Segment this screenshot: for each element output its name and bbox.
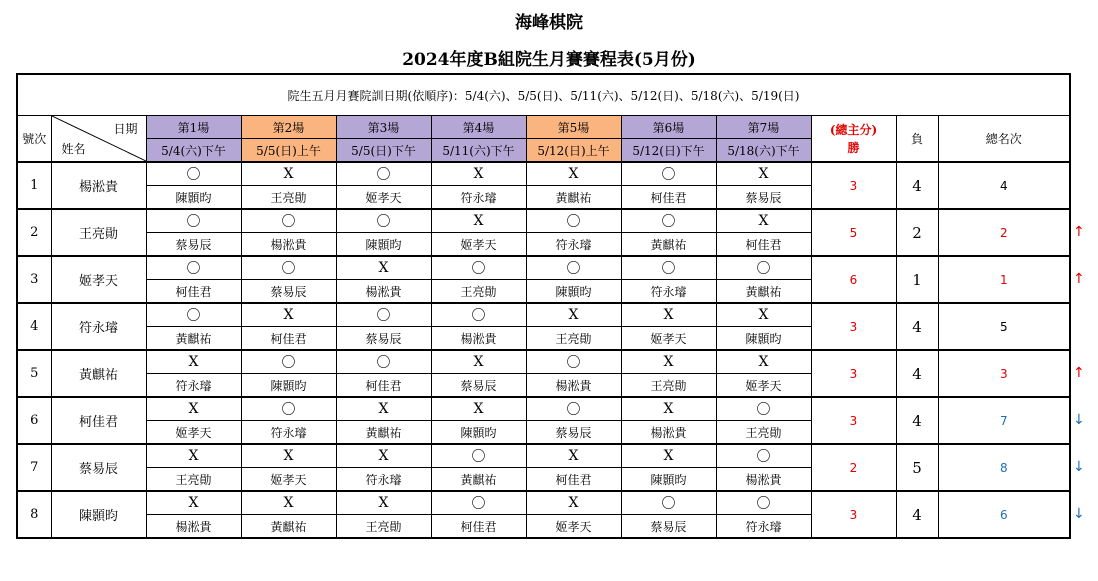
match-result: X	[716, 350, 811, 374]
match-opponent: 王亮勛	[621, 374, 716, 398]
match-opponent: 蔡易辰	[241, 280, 336, 304]
match-result: X	[146, 350, 241, 374]
player-wins: 6	[811, 256, 896, 303]
player-no: 5	[17, 350, 51, 397]
player-row	[17, 256, 1070, 280]
match-result: X	[716, 209, 811, 233]
player-rank: 4	[938, 162, 1070, 209]
match-opponent: 楊淞貴	[716, 468, 811, 492]
match-result: 〇	[621, 162, 716, 186]
player-rank: 2	[938, 209, 1070, 256]
match-opponent: 楊淞貴	[241, 233, 336, 257]
player-wins: 3	[811, 397, 896, 444]
match-result: X	[431, 162, 526, 186]
match-result: 〇	[526, 256, 621, 280]
round-date-1: 5/4(六)下午	[146, 139, 241, 163]
match-opponent: 王亮勛	[146, 468, 241, 492]
match-opponent: 王亮勛	[241, 186, 336, 210]
match-result: X	[431, 350, 526, 374]
match-opponent: 王亮勛	[526, 327, 621, 351]
match-result: X	[526, 303, 621, 327]
player-rank: 7	[938, 397, 1070, 444]
player-row	[17, 162, 1070, 186]
player-rank: 1	[938, 256, 1070, 303]
match-opponent: 王亮勛	[336, 515, 431, 539]
player-losses: 2	[896, 209, 938, 256]
match-opponent: 王亮勛	[716, 421, 811, 445]
match-result: X	[526, 444, 621, 468]
match-opponent: 黃麒祐	[146, 327, 241, 351]
match-opponent: 蔡易辰	[336, 327, 431, 351]
player-name: 陳顥昀	[51, 491, 146, 538]
match-opponent: 柯佳君	[621, 186, 716, 210]
trend-up-icon: ↑	[1073, 223, 1085, 240]
schedule-table	[16, 73, 1071, 539]
match-opponent: 符永璿	[241, 421, 336, 445]
match-result: X	[146, 491, 241, 515]
match-opponent: 黃麒祐	[716, 280, 811, 304]
match-result: 〇	[716, 397, 811, 421]
player-wins: 5	[811, 209, 896, 256]
match-opponent: 柯佳君	[241, 327, 336, 351]
player-no: 7	[17, 444, 51, 491]
match-opponent: 楊淞貴	[621, 421, 716, 445]
match-result: X	[621, 397, 716, 421]
player-losses: 4	[896, 303, 938, 350]
match-opponent: 柯佳君	[336, 374, 431, 398]
match-opponent: 陳顥昀	[716, 327, 811, 351]
match-result: X	[146, 444, 241, 468]
match-result: X	[241, 162, 336, 186]
player-row	[17, 350, 1070, 374]
training-dates-notice: 院生五月月賽院訓日期(依順序)：5/4(六)、5/5(日)、5/11(六)、5/12(日)、5/18(六)、5/19(日)	[17, 74, 1070, 116]
trend-up-icon: ↑	[1073, 364, 1085, 381]
match-opponent: 陳顥昀	[431, 421, 526, 445]
round-label-2: 第2場	[241, 116, 336, 139]
match-opponent: 蔡易辰	[146, 233, 241, 257]
player-name: 柯佳君	[51, 397, 146, 444]
match-opponent: 柯佳君	[716, 233, 811, 257]
match-result: 〇	[716, 256, 811, 280]
match-result: 〇	[716, 444, 811, 468]
match-opponent: 柯佳君	[431, 515, 526, 539]
match-result: X	[431, 209, 526, 233]
page-subtitle: 2024年度B組院生月賽賽程表(5月份)	[402, 50, 696, 70]
player-rank: 8	[938, 444, 1070, 491]
round-label-3: 第3場	[336, 116, 431, 139]
match-opponent: 姬孝天	[336, 186, 431, 210]
match-result: 〇	[526, 209, 621, 233]
header-rank: 總名次	[938, 116, 1070, 163]
match-result: X	[336, 397, 431, 421]
match-opponent: 姬孝天	[241, 468, 336, 492]
match-opponent: 陳顥昀	[526, 280, 621, 304]
match-opponent: 符永璿	[621, 280, 716, 304]
round-date-4: 5/11(六)下午	[431, 139, 526, 163]
match-result: X	[336, 491, 431, 515]
player-losses: 5	[896, 444, 938, 491]
match-opponent: 姬孝天	[716, 374, 811, 398]
match-result: X	[146, 397, 241, 421]
match-opponent: 黃麒祐	[526, 186, 621, 210]
match-result: 〇	[621, 491, 716, 515]
player-row	[17, 444, 1070, 468]
player-name: 姬孝天	[51, 256, 146, 303]
match-opponent: 楊淞貴	[526, 374, 621, 398]
player-wins: 3	[811, 350, 896, 397]
player-name: 符永璿	[51, 303, 146, 350]
trend-up-icon: ↑	[1073, 270, 1085, 287]
round-label-5: 第5場	[526, 116, 621, 139]
match-result: X	[431, 397, 526, 421]
match-opponent: 姬孝天	[431, 233, 526, 257]
match-result: 〇	[431, 256, 526, 280]
player-name: 蔡易辰	[51, 444, 146, 491]
round-date-6: 5/12(日)下午	[621, 139, 716, 163]
match-opponent: 陳顥昀	[336, 233, 431, 257]
match-opponent: 蔡易辰	[621, 515, 716, 539]
round-date-5: 5/12(日)上午	[526, 139, 621, 163]
match-result: X	[336, 444, 431, 468]
trend-down-icon: ↓	[1073, 458, 1085, 475]
player-rank: 6	[938, 491, 1070, 538]
match-opponent: 蔡易辰	[716, 186, 811, 210]
player-losses: 4	[896, 397, 938, 444]
player-rank: 3	[938, 350, 1070, 397]
page-title: 海峰棋院	[515, 13, 583, 33]
player-name: 黃麒祐	[51, 350, 146, 397]
match-result: 〇	[621, 256, 716, 280]
header-date-label: 日期	[113, 122, 138, 136]
player-losses: 4	[896, 162, 938, 209]
match-result: 〇	[336, 209, 431, 233]
round-label-4: 第4場	[431, 116, 526, 139]
player-wins: 2	[811, 444, 896, 491]
player-losses: 1	[896, 256, 938, 303]
match-opponent: 符永璿	[431, 186, 526, 210]
player-losses: 4	[896, 350, 938, 397]
match-opponent: 楊淞貴	[431, 327, 526, 351]
player-wins: 3	[811, 491, 896, 538]
match-opponent: 黃麒祐	[241, 515, 336, 539]
match-opponent: 陳顥昀	[621, 468, 716, 492]
match-result: X	[526, 162, 621, 186]
match-result: X	[241, 303, 336, 327]
match-result: 〇	[336, 303, 431, 327]
round-date-3: 5/5(日)下午	[336, 139, 431, 163]
player-wins: 3	[811, 162, 896, 209]
player-no: 8	[17, 491, 51, 538]
match-opponent: 黃麒祐	[431, 468, 526, 492]
round-date-2: 5/5(日)上午	[241, 139, 336, 163]
match-opponent: 姬孝天	[621, 327, 716, 351]
player-no: 4	[17, 303, 51, 350]
match-result: 〇	[431, 491, 526, 515]
match-opponent: 蔡易辰	[431, 374, 526, 398]
match-opponent: 陳顥昀	[241, 374, 336, 398]
player-losses: 4	[896, 491, 938, 538]
trend-down-icon: ↓	[1073, 411, 1085, 428]
match-opponent: 蔡易辰	[526, 421, 621, 445]
match-result: 〇	[241, 256, 336, 280]
round-label-7: 第7場	[716, 116, 811, 139]
round-label-1: 第1場	[146, 116, 241, 139]
player-no: 6	[17, 397, 51, 444]
header-wins-score: (總主分)	[829, 122, 878, 137]
match-opponent: 姬孝天	[526, 515, 621, 539]
header-wins	[811, 116, 896, 163]
header-losses: 負	[896, 116, 938, 163]
player-rank: 5	[938, 303, 1070, 350]
match-result: 〇	[146, 162, 241, 186]
match-result: 〇	[431, 444, 526, 468]
match-opponent: 符永璿	[716, 515, 811, 539]
player-row	[17, 491, 1070, 515]
match-opponent: 陳顥昀	[146, 186, 241, 210]
match-result: 〇	[146, 209, 241, 233]
match-result: 〇	[526, 397, 621, 421]
player-wins: 3	[811, 303, 896, 350]
match-result: X	[716, 303, 811, 327]
match-result: 〇	[146, 256, 241, 280]
match-opponent: 符永璿	[146, 374, 241, 398]
match-opponent: 符永璿	[336, 468, 431, 492]
match-result: X	[716, 162, 811, 186]
match-opponent: 柯佳君	[146, 280, 241, 304]
player-row	[17, 397, 1070, 421]
player-name: 王亮勛	[51, 209, 146, 256]
match-opponent: 楊淞貴	[146, 515, 241, 539]
match-result: 〇	[336, 350, 431, 374]
match-result: 〇	[526, 350, 621, 374]
match-result: 〇	[241, 350, 336, 374]
header-no: 號次	[17, 116, 51, 163]
round-label-6: 第6場	[621, 116, 716, 139]
match-result: 〇	[336, 162, 431, 186]
match-opponent: 黃麒祐	[336, 421, 431, 445]
match-result: 〇	[431, 303, 526, 327]
match-opponent: 柯佳君	[526, 468, 621, 492]
match-opponent: 符永璿	[526, 233, 621, 257]
player-no: 3	[17, 256, 51, 303]
header-name-label: 姓名	[61, 142, 86, 156]
match-opponent: 姬孝天	[146, 421, 241, 445]
match-result: 〇	[241, 209, 336, 233]
round-date-7: 5/18(六)下午	[716, 139, 811, 163]
match-opponent: 楊淞貴	[336, 280, 431, 304]
match-result: 〇	[146, 303, 241, 327]
match-result: 〇	[241, 397, 336, 421]
match-opponent: 黃麒祐	[621, 233, 716, 257]
match-result: X	[241, 444, 336, 468]
match-result: 〇	[716, 491, 811, 515]
match-result: X	[336, 256, 431, 280]
match-result: X	[621, 350, 716, 374]
player-name: 楊淞貴	[51, 162, 146, 209]
trend-down-icon: ↓	[1073, 505, 1085, 522]
match-result: X	[621, 444, 716, 468]
match-result: X	[526, 491, 621, 515]
header-diagonal-cell	[51, 116, 146, 163]
player-no: 2	[17, 209, 51, 256]
player-no: 1	[17, 162, 51, 209]
header-wins-label: 勝	[847, 140, 860, 155]
player-row	[17, 303, 1070, 327]
match-opponent: 王亮勛	[431, 280, 526, 304]
match-result: X	[621, 303, 716, 327]
player-row	[17, 209, 1070, 233]
match-result: 〇	[621, 209, 716, 233]
match-result: X	[241, 491, 336, 515]
